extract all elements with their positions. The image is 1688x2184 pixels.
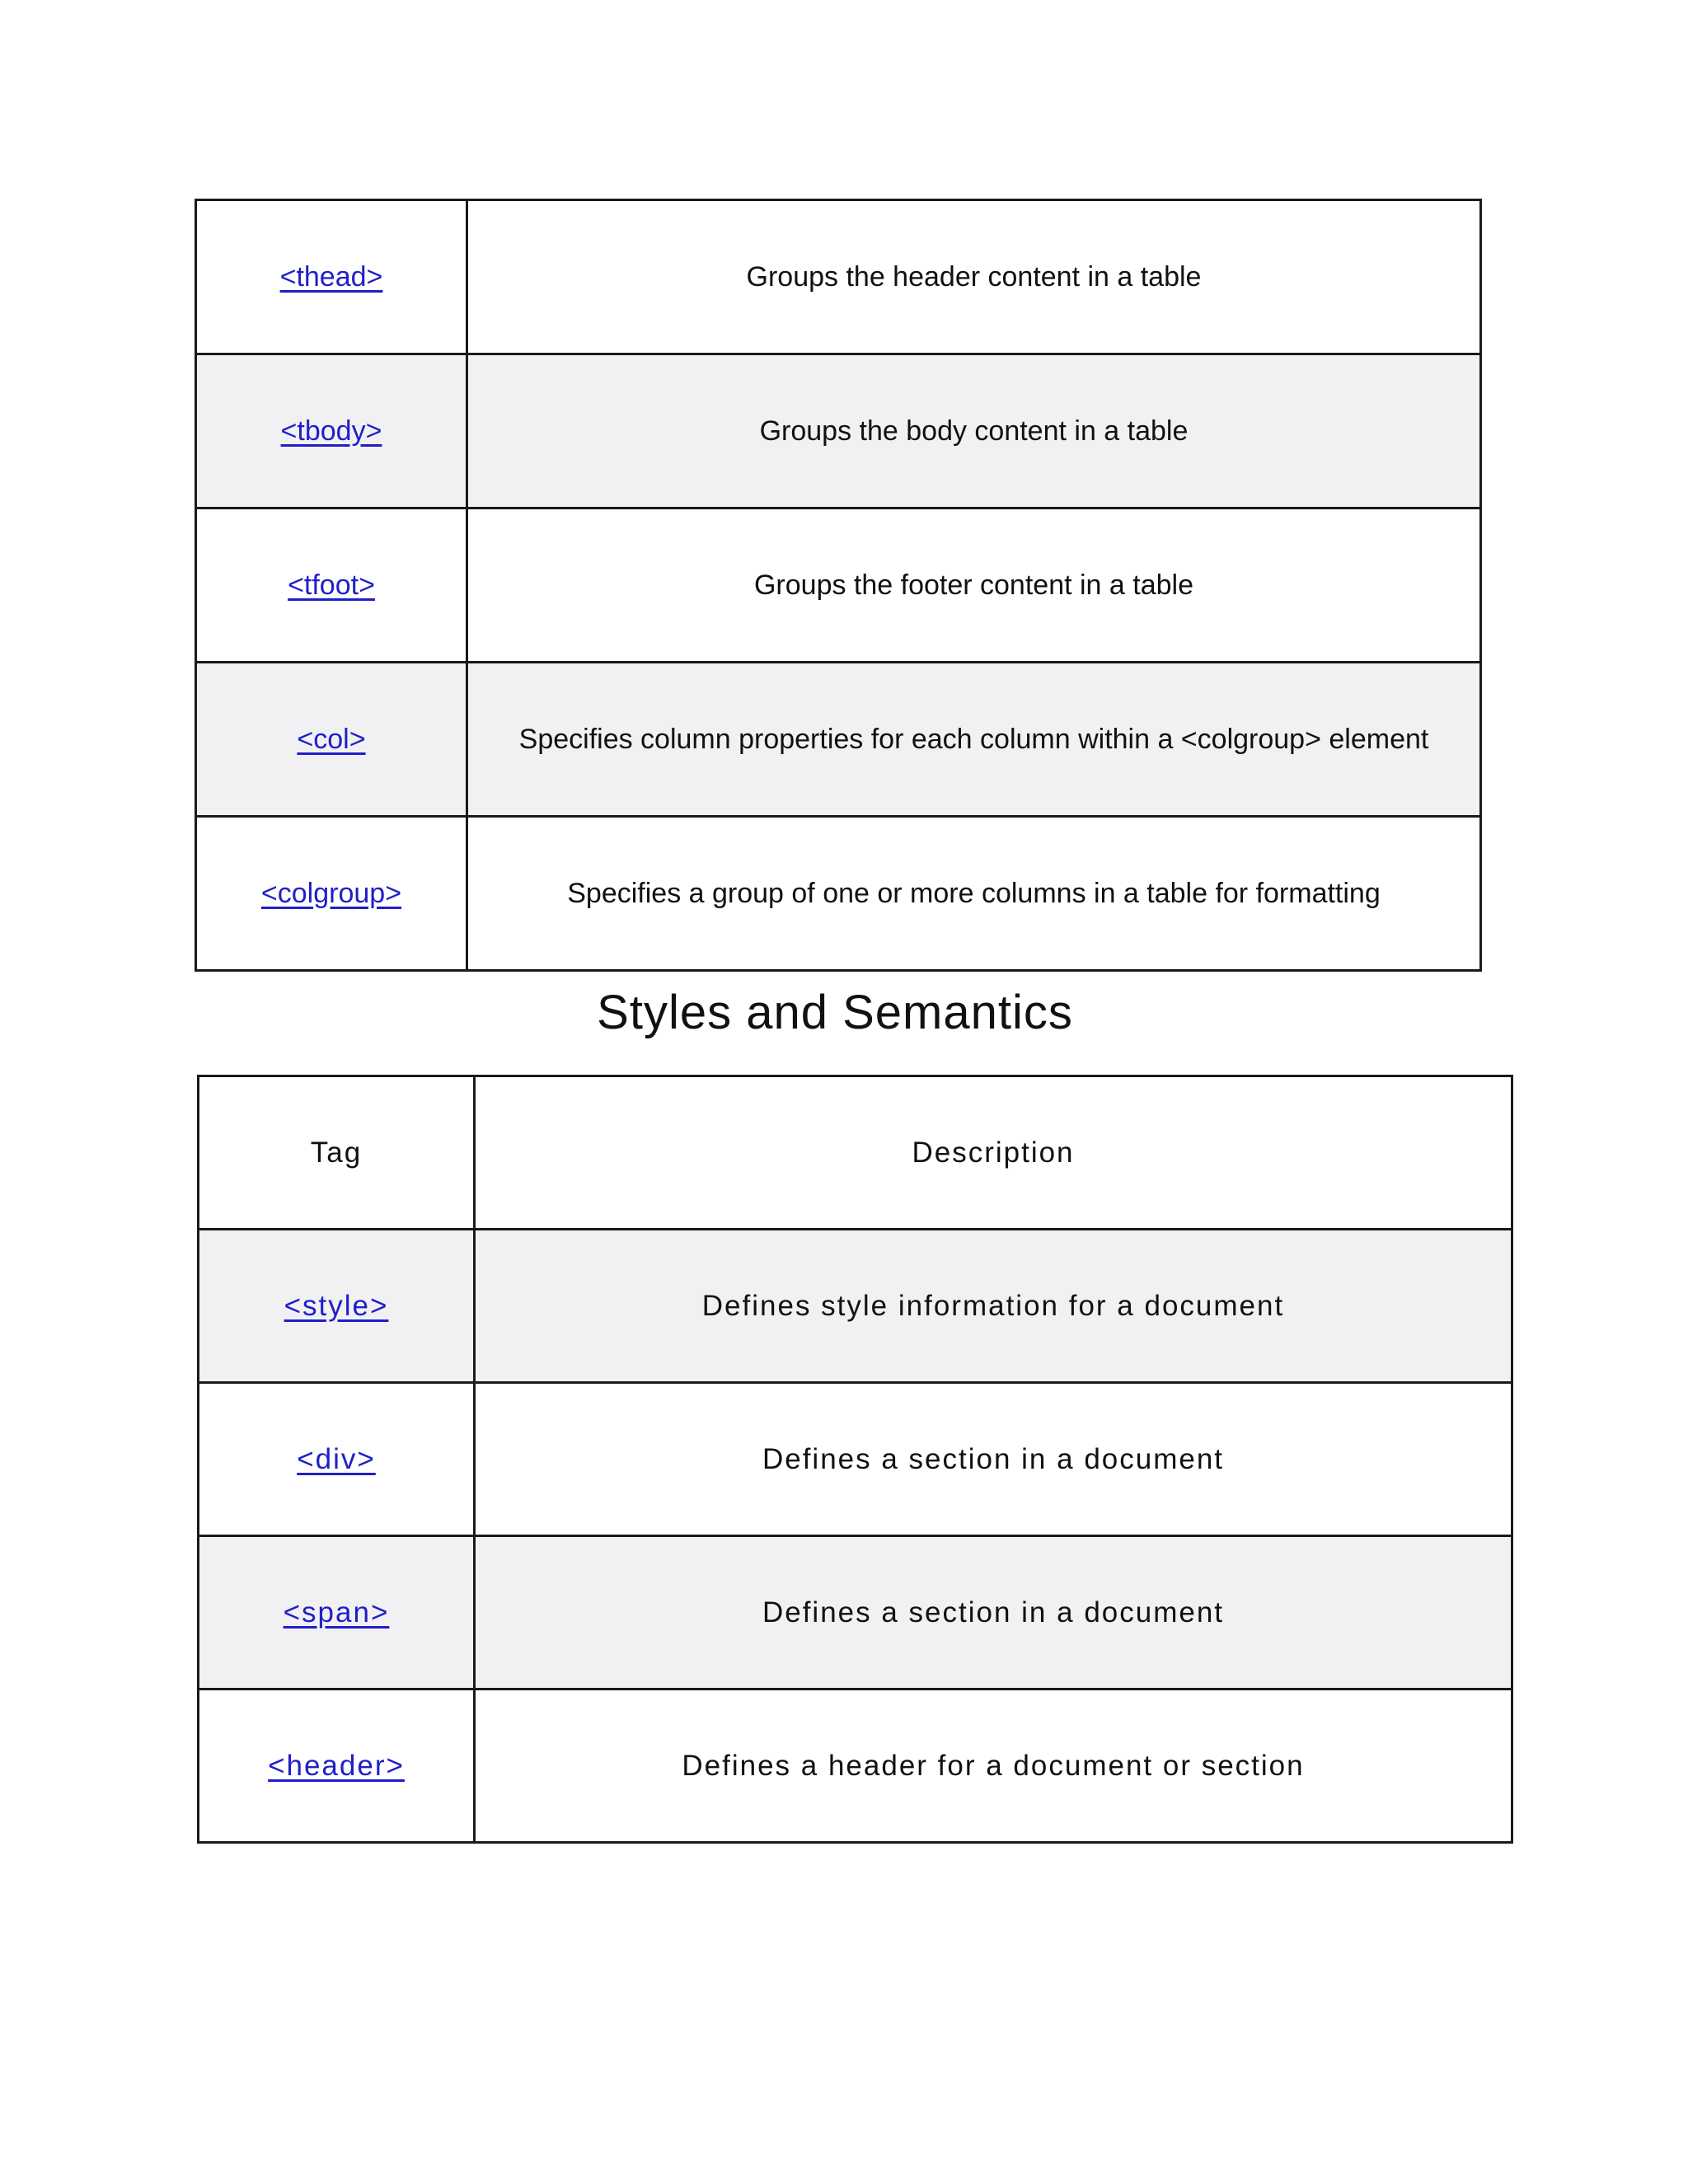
description-cell: Groups the header content in a table <box>467 200 1481 354</box>
table-row <box>196 354 1481 509</box>
tag-link-col[interactable]: <col> <box>297 723 366 755</box>
description-cell: Defines style information for a document <box>475 1230 1512 1383</box>
description-cell: Defines a section in a document <box>475 1383 1512 1536</box>
tag-cell <box>199 1690 475 1843</box>
column-header-description: Description <box>475 1076 1512 1230</box>
column-header-tag: Tag <box>199 1076 475 1230</box>
tag-link-thead[interactable]: <thead> <box>279 260 383 293</box>
tag-link-tfoot[interactable]: <tfoot> <box>288 569 375 601</box>
section-title: Styles and Semantics <box>597 986 1073 1039</box>
table-row <box>196 817 1481 971</box>
tag-cell <box>196 663 467 817</box>
tag-cell <box>196 200 467 354</box>
tag-cell <box>196 817 467 971</box>
table-header-row <box>199 1076 1512 1230</box>
tag-link-tbody[interactable]: <tbody> <box>280 415 382 447</box>
table-row <box>199 1536 1512 1690</box>
tag-link-colgroup[interactable]: <colgroup> <box>260 877 402 909</box>
tag-cell <box>196 509 467 663</box>
tag-link-div[interactable]: <div> <box>297 1442 376 1475</box>
styles-semantics-table <box>197 1075 1513 1844</box>
description-cell: Specifies column properties for each column within a <colgroup> element <box>467 663 1481 817</box>
tag-cell <box>199 1536 475 1690</box>
description-cell: Groups the body content in a table <box>467 354 1481 509</box>
tag-link-style[interactable]: <style> <box>284 1289 389 1322</box>
tag-cell <box>199 1383 475 1536</box>
table-row <box>199 1690 1512 1843</box>
description-cell: Defines a section in a document <box>475 1536 1512 1690</box>
tag-link-span[interactable]: <span> <box>283 1596 390 1629</box>
table-row <box>196 509 1481 663</box>
table-row <box>199 1230 1512 1383</box>
description-cell: Defines a header for a document or section <box>475 1690 1512 1843</box>
description-cell: Groups the footer content in a table <box>467 509 1481 663</box>
table-row <box>196 663 1481 817</box>
tag-cell <box>199 1230 475 1383</box>
tag-cell <box>196 354 467 509</box>
tag-link-header[interactable]: <header> <box>268 1749 405 1782</box>
table-row <box>196 200 1481 354</box>
table-row <box>199 1383 1512 1536</box>
description-cell: Specifies a group of one or more columns in a table for formatting <box>467 817 1481 971</box>
table-elements-table <box>195 199 1482 972</box>
